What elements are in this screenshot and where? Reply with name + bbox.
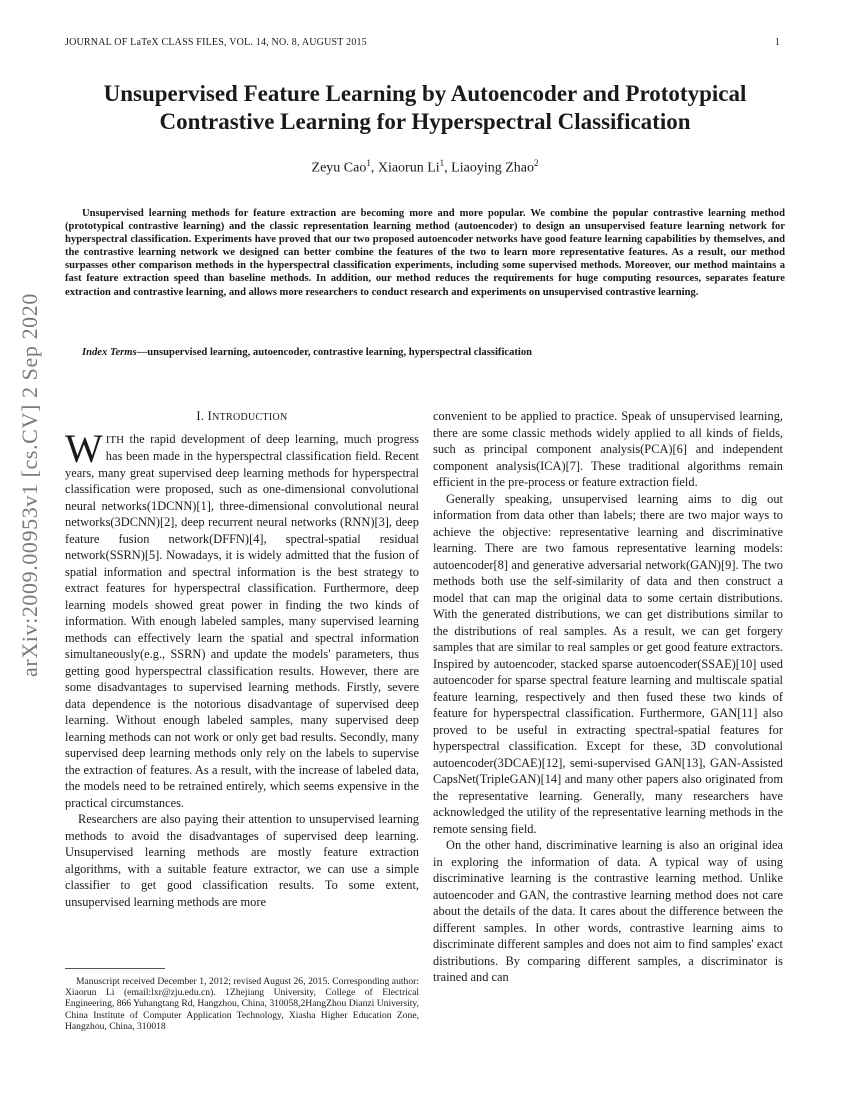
paragraph: On the other hand, discriminative learning is also an original idea in exploring the information of data. A typical way of using discriminative learning is the contrastive learning method. Unlike autoencoder and GAN, the contrastive learning method does not care about the details of the data. It cares about the difference between the different samples. In other words, contrastive learning aims to discriminate different samples and does not aim to find samples' exact distributions. By comparing different samples, a discriminator is trained and can (433, 838, 783, 984)
page-number: 1 (774, 37, 780, 48)
first-word: ITH (105, 433, 125, 446)
affiliation-mark: 2 (533, 158, 539, 168)
arxiv-identifier: arXiv:2009.00953v1 [cs.CV] 2 Sep 2020 (17, 293, 42, 677)
index-terms-label: Index Terms (82, 347, 137, 358)
author-list: Zeyu Cao$^1$, Xiaorun Li$^1$, Liaoying Zhao$^2$ (311, 158, 539, 176)
drop-cap: W (65, 425, 103, 471)
arxiv-watermark (5, 295, 55, 675)
section-heading (65, 408, 419, 427)
section-title-rest: NTRODUCTION (212, 412, 288, 423)
paragraph-text: the rapid development of deep learning, much progress has been made in the hyperspectral classification field. Recent years, many great supervised deep learning methods for hyperspectral classification were proposed, such as one-dimensional convolutional neural networks(1DCNN)[1], three-dimensional convolutional neural networks(3DCNN)[2], deep recurrent neural networks (RNN)[3], deep feature fusion network(DFFN)[4], spectral-spatial residual network(SSRN)[5]. Nowadays, it is widely admitted that the fusion of spatial information and spectral information is the best strategy to extract features for hyperspectral classification. Furthermore, deep learning models showed great power in finding the two kinds of information. With enough labeled samples, many supervised learning methods can effectively learn the spatial and spectral information simultaneously(e.g., SSRN) and update the models' parameters, thus getting good hyperspectral classification results. However, there are some disadvantages to supervised learning methods. Firstly, severe data dependence is the notorious disadvantage of supervised deep learning. Without enough labeled samples, many supervised deep learning methods can not work or only get bad results. Secondly, many supervised deep learning methods only rely on the labels to supervise the extraction of features. As a result, with the increase of labeled data, the models need to be retrained entirely, which seems expensive in the practical circumstances. (65, 431, 419, 810)
footnote (65, 976, 419, 1032)
running-header: JOURNAL OF LaTeX CLASS FILES, VOL. 14, NO. 8, AUGUST 2015 (65, 37, 367, 48)
author-name: Liaoying Zhao (451, 160, 534, 176)
paragraph (65, 425, 419, 812)
footnote-rule (65, 968, 165, 969)
left-column (65, 408, 419, 910)
paragraph: Researchers are also paying their attention to unsupervised learning methods to avoid the disadvantages of supervised deep learning. Unsupervised learning methods are mostly feature extraction algorithms, with a suitable feature extractor, we can use a simple classifier to get good classification results. To some extent, unsupervised learning methods are more (65, 812, 419, 909)
paragraph: Generally speaking, unsupervised learning aims to dig out information from data other than labels; there are two major ways to achieve the objective: representative learning and discriminative learning. There are two famous representative learning models: autoencoder[8] and generative adversarial network(GAN)[9]. The two methods both use the self-similarity of data and then construct a model that can map the original data to some certain distributions. With the generated distributions, we can get distributions similar to the distributions of real samples. As a result, we can get forgery samples that are similar to real samples or get good feature extractors. Inspired by autoencoder, stacked sparse autoencoder(SSAE)[10] used autoencoder for sparse spectral feature learning and multiscale spatial feature learning, respectively and then fused these two kinds of feature for hyperspectral classification. Furthermore, GAN[11] also proved to be useful in extracting spectral-spatial features for hyperspectral classification. Except for these, 3D convolutional autoencoder(3DCAE)[12], semi-supervised GAN[13], GAN-Assisted CapsNet(TripleGAN)[14] and many other papers also originated from the representative learning. Generally, many researchers have acknowledged the utility of the representative learning methods in the remote sensing field. (433, 491, 783, 836)
affiliation-mark: 1 (439, 158, 445, 168)
footnote-text: Manuscript received December 1, 2012; revised August 26, 2015. Corresponding author: Xiaorun Li (email:lxr@zju.edu.cn). 1Zhejiang University, College of Electrical Engineering, 866 Yuhangtang Rd, Hangzhou, China, 310058,2HangZhou Dianzi University, China Institute of Computer Application Technology, Xiasha Higher Education Zone, Hangzhou, China, 310018 (65, 976, 419, 1032)
index-terms (65, 347, 785, 358)
author-name: Zeyu Cao (311, 160, 367, 176)
index-terms-text: —unsupervised learning, autoencoder, contrastive learning, hyperspectral classification (136, 347, 533, 358)
author-name: Xiaorun Li (377, 160, 440, 176)
right-column (433, 408, 783, 986)
paper-title: Unsupervised Feature Learning by Autoencoder and Prototypical Contrastive Learning for Hyperspectral Classification (103, 81, 747, 134)
affiliation-mark: 1 (366, 158, 371, 168)
section-title-cap: I (207, 409, 213, 423)
abstract: Unsupervised learning methods for feature extraction are becoming more and more popular. We combine the popular contrastive learning method (prototypical contrastive learning) and the classic representation learning method (autoencoder) to design an unsupervised feature learning network for hyperspectral classification. Experiments have proved that our two proposed autoencoder networks have good feature learning capabilities by themselves, and the contrastive learning network we designed can better combine the features of the two to learn more representative features. As a result, our method surpasses other comparison methods in the hyperspectral classification experiments, including some supervised methods. Moreover, our method maintains a fast feature extraction speed than baseline methods. In addition, our method reduces the requirements for huge computing resources, separates feature extraction and contrastive learning, and allows more researchers to conduct research and experiments on unsupervised contrastive learning. (65, 208, 785, 298)
section-number: I. (196, 409, 208, 423)
paragraph: convenient to be applied to practice. Speak of unsupervised learning, there are some classic methods widely applied to all kinds of fields, such as principal component analysis(PCA)[6] and independent component analysis(ICA)[7]. These traditional algorithms remain efficient in the pre-process or feature extraction field. (433, 409, 783, 489)
